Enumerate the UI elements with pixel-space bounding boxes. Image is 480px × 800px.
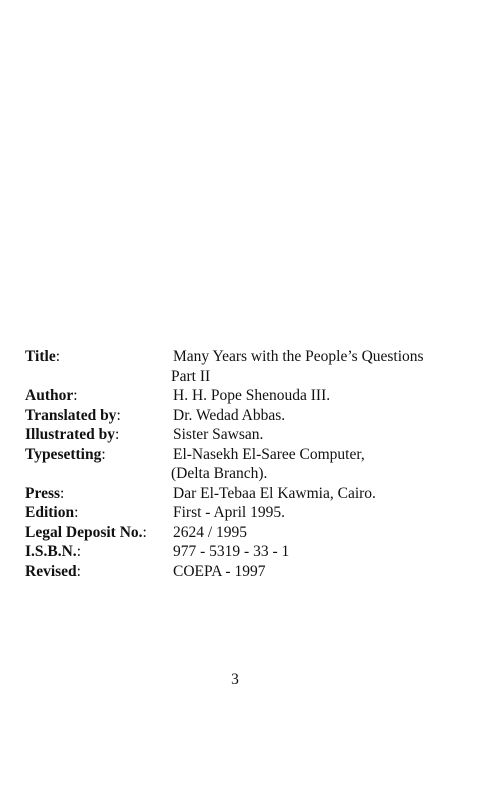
imprint-label: Illustrated by:: [25, 426, 120, 443]
imprint-row-illustrated-by: [25, 425, 465, 445]
imprint-label: Edition:: [25, 504, 79, 521]
imprint-value: [173, 445, 465, 484]
imprint-row-edition: [25, 503, 465, 523]
imprint-value: [173, 562, 465, 582]
page-number: 3: [231, 671, 239, 688]
imprint-value-line: H. H. Pope Shenouda III.: [173, 387, 331, 404]
imprint-row-author: [25, 386, 465, 406]
imprint-label: I.S.B.N.:: [25, 543, 81, 560]
imprint-label: Translated by:: [25, 406, 121, 424]
imprint-value-line: 2624 / 1995: [173, 523, 248, 541]
imprint-value: [173, 542, 465, 562]
imprint-value: [173, 523, 465, 543]
imprint-row-translated-by: [25, 406, 465, 426]
imprint-label: Legal Deposit No.:: [25, 523, 147, 541]
imprint-value: [173, 425, 465, 445]
imprint-label: Author:: [25, 387, 78, 404]
imprint-row-title: [25, 347, 465, 386]
imprint-row-press: [25, 484, 465, 504]
imprint-value-line: Dar El-Tebaa El Kawmia, Cairo.: [173, 484, 376, 502]
imprint-value: [173, 484, 465, 504]
imprint-value-line: Sister Sawsan.: [173, 426, 264, 443]
imprint-value: [173, 503, 465, 523]
imprint-value-line: 977 - 5319 - 33 - 1: [173, 543, 290, 560]
imprint-label: Press:: [25, 484, 65, 502]
imprint-row-isbn: [25, 542, 465, 562]
imprint-value-line: Dr. Wedad Abbas.: [173, 406, 286, 424]
imprint-value: [173, 386, 465, 406]
imprint-value: [173, 406, 465, 426]
imprint-label: Typesetting:: [25, 445, 106, 463]
imprint-value-line: El-Nasekh El-Saree Computer,: [173, 445, 365, 463]
imprint-table: [25, 347, 465, 581]
imprint-value: [173, 347, 465, 386]
imprint-label: Revised:: [25, 562, 81, 580]
imprint-value-line: Part II: [171, 367, 211, 385]
imprint-value-line: First - April 1995.: [173, 504, 285, 521]
imprint-row-revised: [25, 562, 465, 582]
imprint-value-line: COEPA - 1997: [173, 562, 266, 580]
imprint-value-line: Many Years with the People’s Questions: [173, 348, 424, 365]
imprint-row-typesetting: [25, 445, 465, 484]
imprint-label: Title:: [25, 348, 61, 365]
imprint-value-line: (Delta Branch).: [171, 465, 268, 482]
imprint-row-legal-deposit: [25, 523, 465, 543]
